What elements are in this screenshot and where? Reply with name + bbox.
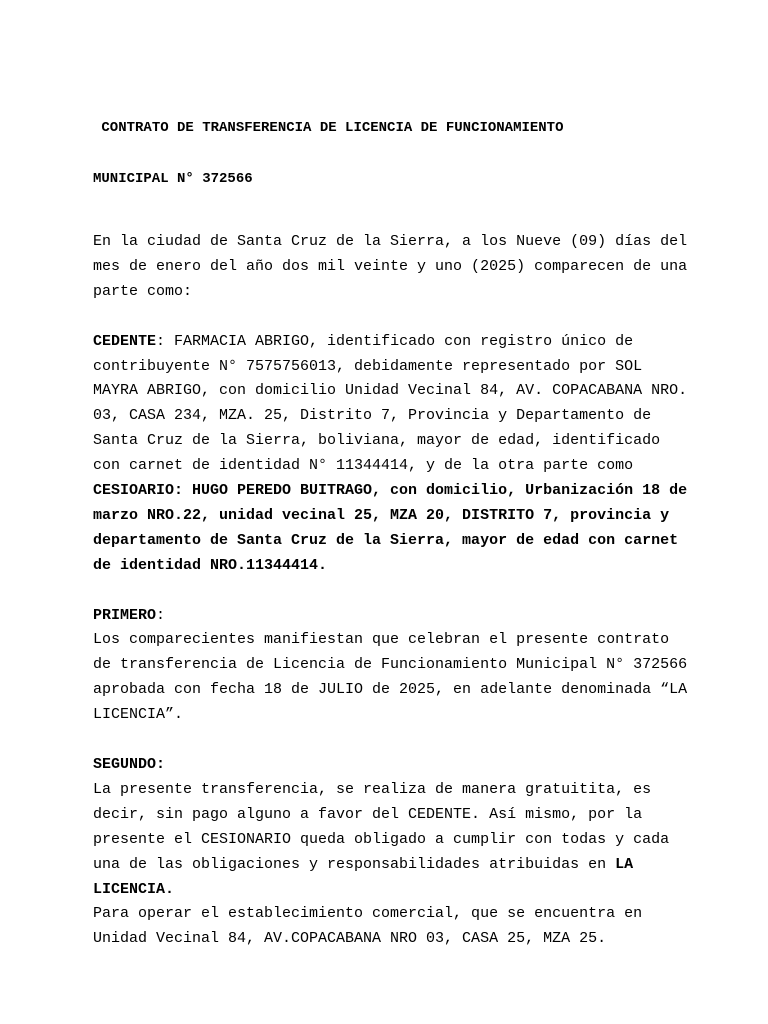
cedente-paragraph (93, 330, 693, 579)
primero-paragraph: Los comparecientes manifiestan que celebran el presente contrato de transferencia de Licencia de Funcionamiento Municipal N° 372566 aprobada con fecha 18 de JULIO de 2025, en adelante denominada “LA LICENCIA”. (93, 631, 688, 724)
primero-colon: : (156, 606, 166, 624)
cedente-label: CEDENTE (93, 332, 157, 350)
segundo-paragraph-2: Para operar el establecimiento comercial, que se encuentra en Unidad Vecinal 84, AV.COPACABANA NRO 03, CASA 25, MZA 25. (93, 905, 643, 948)
title-line-2: MUNICIPAL N° 372566 (93, 171, 253, 187)
contract-title (93, 86, 693, 222)
title-line-1: CONTRATO DE TRANSFERENCIA DE LICENCIA DE FUNCIONAMIENTO (93, 120, 564, 136)
cesionario-details: CESIOARIO: HUGO PEREDO BUITRAGO, con domicilio, Urbanización 18 de marzo NRO.22, unidad vecinal 25, MZA 20, DISTRITO 7, provincia y departamento de Santa Cruz de la Sierra, mayor de edad con carnet de identidad NRO.11344414. (93, 482, 688, 574)
primero-heading-line (93, 604, 693, 629)
cedente-colon: : (156, 332, 166, 350)
segundo-paragraph (93, 778, 693, 903)
primero-heading: PRIMERO (93, 606, 157, 624)
contract-document (93, 86, 693, 952)
segundo-heading: SEGUNDO: (93, 755, 166, 773)
cedente-text: FARMACIA ABRIGO, identificado con registro único de contribuyente N° 7575756013, debidamente representado por SOL MAYRA ABRIGO, con domicilio Unidad Vecinal 84, AV. COPACABANA NRO. 03, CASA 234, MZA. 25, Distrito 7, Provincia y Departamento de Santa Cruz de la Sierra, boliviana, mayor de edad, identificado con carnet de identidad N° 11344414, y de la otra parte como (93, 332, 688, 475)
licencia-bold: LA LICENCIA. (93, 855, 634, 898)
intro-paragraph: En la ciudad de Santa Cruz de la Sierra, a los Nueve (09) días del mes de enero del año dos mil veinte y uno (2025) comparecen de una parte como: (93, 233, 688, 300)
segundo-text: La presente transferencia, se realiza de manera gratuitita, es decir, sin pago alguno a favor del CEDENTE. Así mismo, por la presente el CESIONARIO queda obligado a cumplir con todas y cada una de las obligaciones y responsabilidades atribuidas en (93, 780, 670, 873)
contract-body (93, 230, 693, 952)
segundo-heading-line (93, 753, 693, 778)
